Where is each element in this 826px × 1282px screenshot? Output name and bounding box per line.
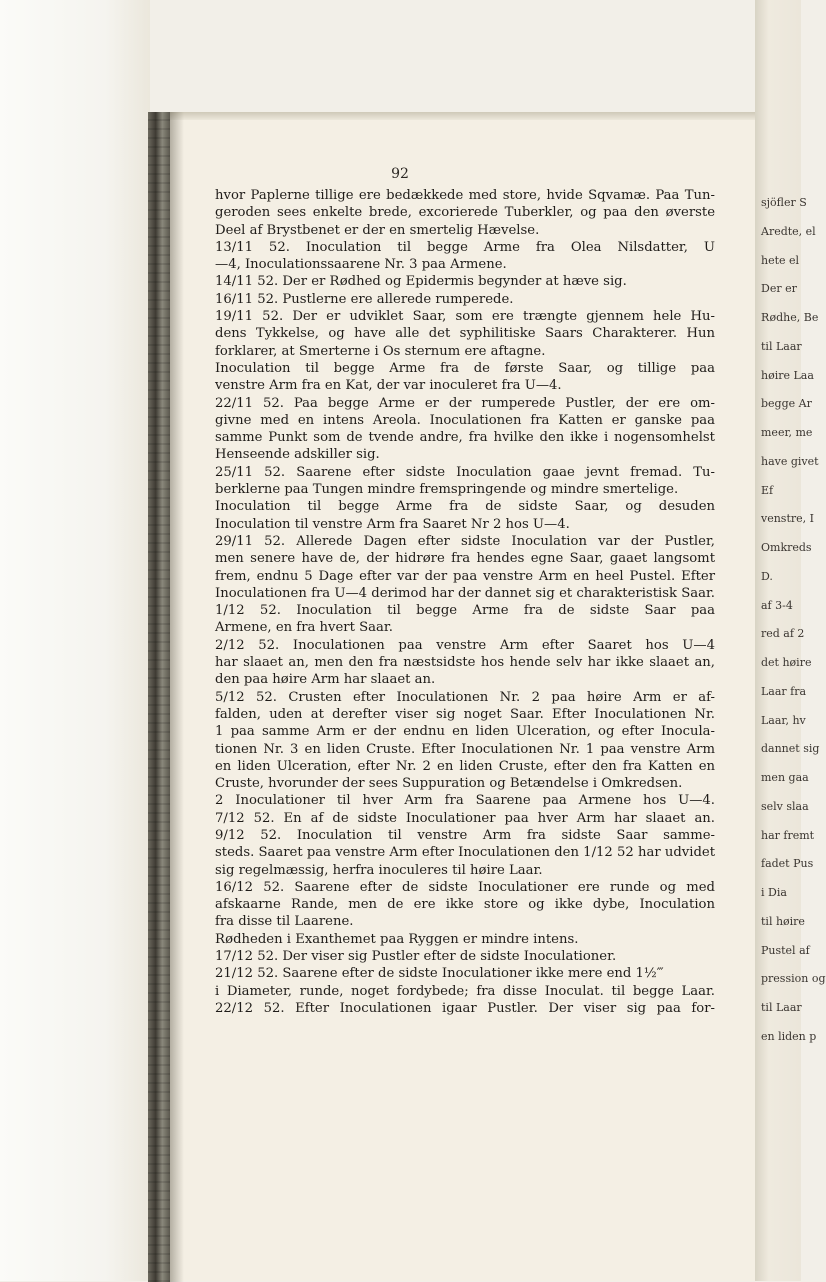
text-line: 13/11 52. Inoculation til begge Arme fra Olea Nilsdatter, U	[215, 239, 715, 255]
page-number: 92	[391, 166, 409, 182]
text-line: den paa høire Arm har slaaet an.	[215, 672, 436, 688]
text-line: steds. Saaret paa venstre Arm efter Inoculationen den 1/12 52 har udvidet	[215, 845, 715, 861]
adjacent-page-text-fragment: fadet Pus	[761, 857, 814, 870]
text-line: fra disse til Laarene.	[215, 914, 354, 930]
adjacent-page-text-fragment: Pustel af	[761, 944, 810, 957]
text-line: 2 Inoculationer til hver Arm fra Saarene paa Armene hos U—4.	[215, 793, 715, 809]
text-line: Inoculation til venstre Arm fra Saaret Nr 2 hos U—4.	[215, 516, 570, 532]
book-spine	[148, 112, 170, 1282]
text-line: men senere have de, der hidrøre fra hendes egne Saar, gaaet langsomt	[215, 551, 715, 567]
gutter-shadow	[170, 112, 184, 1282]
text-line: venstre Arm fra en Kat, der var inoculeret fra U—4.	[215, 378, 562, 394]
text-line: Henseende adskiller sig.	[215, 447, 380, 463]
text-line: berklerne paa Tungen mindre fremspringende og mindre smertelige.	[215, 482, 679, 498]
text-line: 1/12 52. Inoculation til begge Arme fra de sidste Saar paa	[215, 603, 715, 619]
adjacent-page-text-fragment: red af 2	[761, 627, 805, 640]
text-line: frem, endnu 5 Dage efter var der paa venstre Arm en heel Pustel. Efter	[215, 568, 715, 584]
adjacent-page-text-fragment: have givet	[761, 455, 819, 468]
text-line: 14/11 52. Der er Rødhed og Epidermis begynder at hæve sig.	[215, 274, 627, 290]
adjacent-page-text-fragment: til Laar	[761, 1001, 802, 1014]
adjacent-page-text-fragment: Der er	[761, 282, 797, 295]
text-line: 16/11 52. Pustlerne ere allerede rumperede.	[215, 291, 514, 307]
text-line: 21/12 52. Saarene efter de sidste Inoculationer ikke mere end 1½‴	[215, 966, 664, 982]
adjacent-page-text-fragment: Omkreds	[761, 541, 812, 554]
text-line: tionen Nr. 3 en liden Cruste. Efter Inoculationen Nr. 1 paa venstre Arm	[215, 741, 715, 757]
adjacent-page-text-fragment: en liden p	[761, 1030, 817, 1043]
text-line: 17/12 52. Der viser sig Pustler efter de sidste Inoculationer.	[215, 949, 617, 965]
text-line: 29/11 52. Allerede Dagen efter sidste Inoculation var der Pustler,	[215, 533, 715, 549]
text-line: sig regelmæssig, herfra inoculeres til høire Laar.	[215, 862, 543, 878]
adjacent-page-text-fragment: hete el	[761, 254, 800, 267]
text-line: Inoculationen fra U—4 derimod har der dannet sig et charakteristisk Saar.	[215, 585, 715, 601]
text-line: 19/11 52. Der er udviklet Saar, som ere trængte gjennem hele Hu-	[215, 309, 715, 325]
adjacent-page-text-fragment: af 3-4	[761, 599, 793, 612]
adjacent-page-text-fragment: høire Laa	[761, 369, 814, 382]
text-line: —4, Inoculationssaarene Nr. 3 paa Armene.	[215, 257, 507, 273]
text-line: forklarer, at Smerterne i Os sternum ere aftagne.	[215, 343, 546, 359]
adjacent-page-text-fragment: meer, me	[761, 426, 813, 439]
text-line: 22/11 52. Paa begge Arme er der rumperede Pustler, der ere om-	[215, 395, 715, 411]
adjacent-page-fragment	[755, 0, 826, 1281]
text-line: 1 paa samme Arm er der endnu en liden Ulceration, og efter Inocula-	[215, 724, 715, 740]
text-line: Armene, en fra hvert Saar.	[215, 620, 393, 636]
text-line: 9/12 52. Inoculation til venstre Arm fra sidste Saar samme-	[215, 827, 715, 843]
text-line: 25/11 52. Saarene efter sidste Inoculation gaae jevnt fremad. Tu-	[215, 464, 715, 480]
adjacent-page-text-fragment: begge Ar	[761, 397, 812, 410]
text-line: har slaaet an, men den fra næstsidste hos hende selv har ikke slaaet an,	[215, 655, 715, 671]
adjacent-page-text-fragment: Ef	[761, 484, 774, 497]
adjacent-page-text-fragment: Rødhe, Be	[761, 311, 819, 324]
text-line: 7/12 52. En af de sidste Inoculationer paa hver Arm har slaaet an.	[215, 810, 715, 826]
scan-margin-left	[0, 0, 150, 1281]
text-line: dens Tykkelse, og have alle det syphilitiske Saars Charakterer. Hun	[215, 326, 715, 342]
adjacent-page-text-fragment: men gaa	[761, 771, 809, 784]
adjacent-page-text-fragment: Aredte, el	[761, 225, 816, 238]
adjacent-page-text-fragment: til Laar	[761, 340, 802, 353]
adjacent-page-text-fragment: har fremt	[761, 829, 815, 842]
text-line: Deel af Brystbenet er der en smertelig Hævelse.	[215, 222, 540, 238]
adjacent-page-text-fragment: sjöfler S	[761, 196, 807, 209]
text-line: 5/12 52. Crusten efter Inoculationen Nr. 2 paa høire Arm er af-	[215, 689, 715, 705]
adjacent-page-text-fragment: pression og	[761, 972, 826, 985]
page-body-text	[215, 187, 715, 1017]
text-line: samme Punkt som de tvende andre, fra hvilke den ikke i nogensomhelst	[215, 430, 715, 446]
text-line: falden, uden at derefter viser sig noget Saar. Efter Inoculationen Nr.	[215, 706, 715, 722]
text-line: 2/12 52. Inoculationen paa venstre Arm efter Saaret hos U—4	[215, 637, 715, 653]
adjacent-page-text-fragment: selv slaa	[761, 800, 809, 813]
text-line: Cruste, hvorunder der sees Suppuration og Betændelse i Omkredsen.	[215, 776, 683, 792]
text-line: Rødheden i Exanthemet paa Ryggen er mindre intens.	[215, 931, 579, 947]
text-line: Inoculation til begge Arme fra de første Saar, og tillige paa	[215, 360, 715, 376]
text-line: i Diameter, runde, noget fordybede; fra disse Inoculat. til begge Laar.	[215, 983, 715, 999]
text-line: afskaarne Rande, men de ere ikke store og ikke dybe, Inoculation	[215, 897, 715, 913]
adjacent-page-text-fragment: D.	[761, 570, 773, 583]
adjacent-page-text-fragment: til høire	[761, 915, 805, 928]
text-line: 16/12 52. Saarene efter de sidste Inoculationer ere runde og med	[215, 879, 715, 895]
text-line: givne med en intens Areola. Inoculationen fra Katten er ganske paa	[215, 412, 715, 428]
adjacent-page-text-fragment: Laar fra	[761, 685, 807, 698]
adjacent-page-text-fragment: venstre, I	[761, 512, 814, 525]
adjacent-page-text-fragment: det høire	[761, 656, 812, 669]
text-line: 22/12 52. Efter Inoculationen igaar Pustler. Der viser sig paa for-	[215, 1000, 715, 1016]
text-line: geroden sees enkelte brede, excorierede Tuberkler, og paa den øverste	[215, 205, 715, 221]
text-line: en liden Ulceration, efter Nr. 2 en liden Cruste, efter den fra Katten en	[215, 758, 715, 774]
adjacent-page-text-fragment: i Dia	[761, 886, 787, 899]
adjacent-page-text-fragment: Laar, hv	[761, 714, 806, 727]
adjacent-page-text-fragment: dannet sig	[761, 742, 820, 755]
text-line: Inoculation til begge Arme fra de sidste Saar, og desuden	[215, 499, 715, 515]
text-line: hvor Paplerne tillige ere bedækkede med store, hvide Sqvamæ. Paa Tun-	[215, 188, 715, 203]
